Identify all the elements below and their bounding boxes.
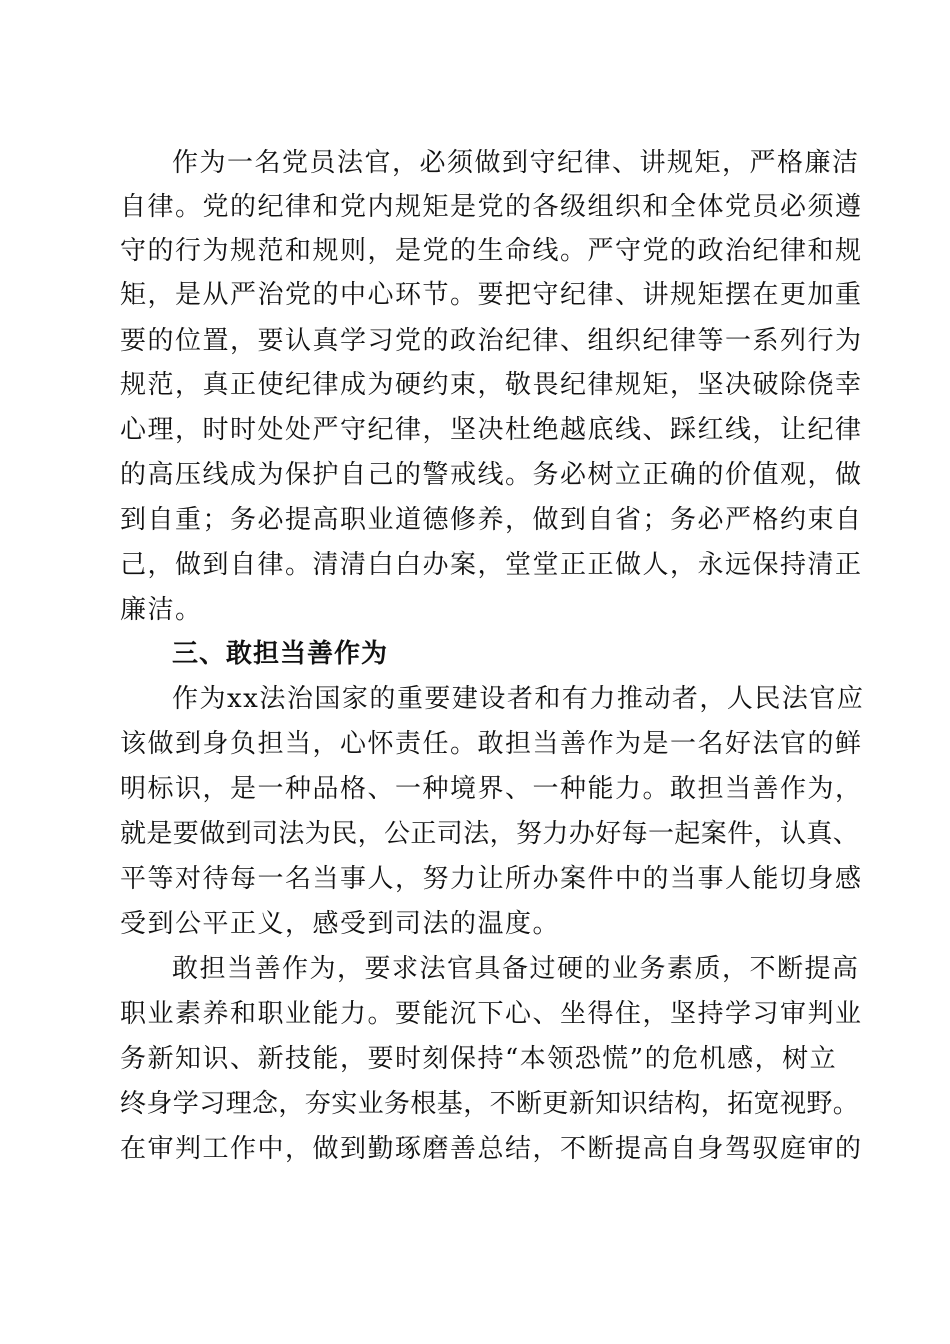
paragraph-2-line-2: 该做到身负担当，心怀责任。敢担当善作为是一名好法官的鲜 bbox=[120, 729, 863, 759]
section-heading: 三、敢担当善作为 bbox=[172, 639, 389, 669]
paragraph-2-line-6: 受到公平正义，感受到司法的温度。 bbox=[120, 909, 561, 939]
paragraph-1-line-6: 规范，真正使纪律成为硬约束，敬畏纪律规矩，坚决破除侥幸 bbox=[120, 370, 863, 400]
paragraph-3-line-5: 在审判工作中，做到勤琢磨善总结，不断提高自身驾驭庭审的 bbox=[120, 1134, 863, 1164]
paragraph-3-line-1: 敢担当善作为，要求法官具备过硬的业务素质，不断提高 bbox=[172, 954, 860, 984]
paragraph-3-line-4: 终身学习理念，夯实业务根基，不断更新知识结构，拓宽视野。 bbox=[120, 1089, 860, 1119]
paragraph-2-line-5: 平等对待每一名当事人，努力让所办案件中的当事人能切身感 bbox=[120, 864, 863, 894]
paragraph-2-line-3: 明标识，是一种品格、一种境界、一种能力。敢担当善作为， bbox=[120, 774, 863, 804]
paragraph-1-line-10: 己，做到自律。清清白白办案，堂堂正正做人，永远保持清正 bbox=[120, 550, 863, 580]
paragraph-1-line-9: 到自重；务必提高职业道德修养，做到自省；务必严格约束自 bbox=[120, 505, 863, 535]
paragraph-1-line-8: 的高压线成为保护自己的警戒线。务必树立正确的价值观，做 bbox=[120, 460, 863, 490]
paragraph-3-line-3: 务新知识、新技能，要时刻保持“本领恐慌”的危机感，树立 bbox=[120, 1044, 838, 1074]
paragraph-1-line-1: 作为一名党员法官，必须做到守纪律、讲规矩，严格廉洁 bbox=[172, 148, 860, 178]
paragraph-1-line-2: 自律。党的纪律和党内规矩是党的各级组织和全体党员必须遵 bbox=[120, 192, 863, 222]
paragraph-1-line-4: 矩，是从严治党的中心环节。要把守纪律、讲规矩摆在更加重 bbox=[120, 280, 863, 310]
paragraph-1-line-11: 廉洁。 bbox=[120, 595, 203, 625]
paragraph-1-line-7: 心理，时时处处严守纪律，坚决杜绝越底线、踩红线，让纪律 bbox=[120, 415, 863, 445]
paragraph-2-line-4: 就是要做到司法为民，公正司法，努力办好每一起案件，认真、 bbox=[120, 819, 860, 849]
paragraph-1-line-5: 要的位置，要认真学习党的政治纪律、组织纪律等一系列行为 bbox=[120, 326, 863, 356]
paragraph-2-line-1: 作为xx法治国家的重要建设者和有力推动者，人民法官应 bbox=[172, 684, 865, 714]
paragraph-1-line-3: 守的行为规范和规则，是党的生命线。严守党的政治纪律和规 bbox=[120, 236, 863, 266]
paragraph-3-line-2: 职业素养和职业能力。要能沉下心、坐得住，坚持学习审判业 bbox=[120, 999, 863, 1029]
